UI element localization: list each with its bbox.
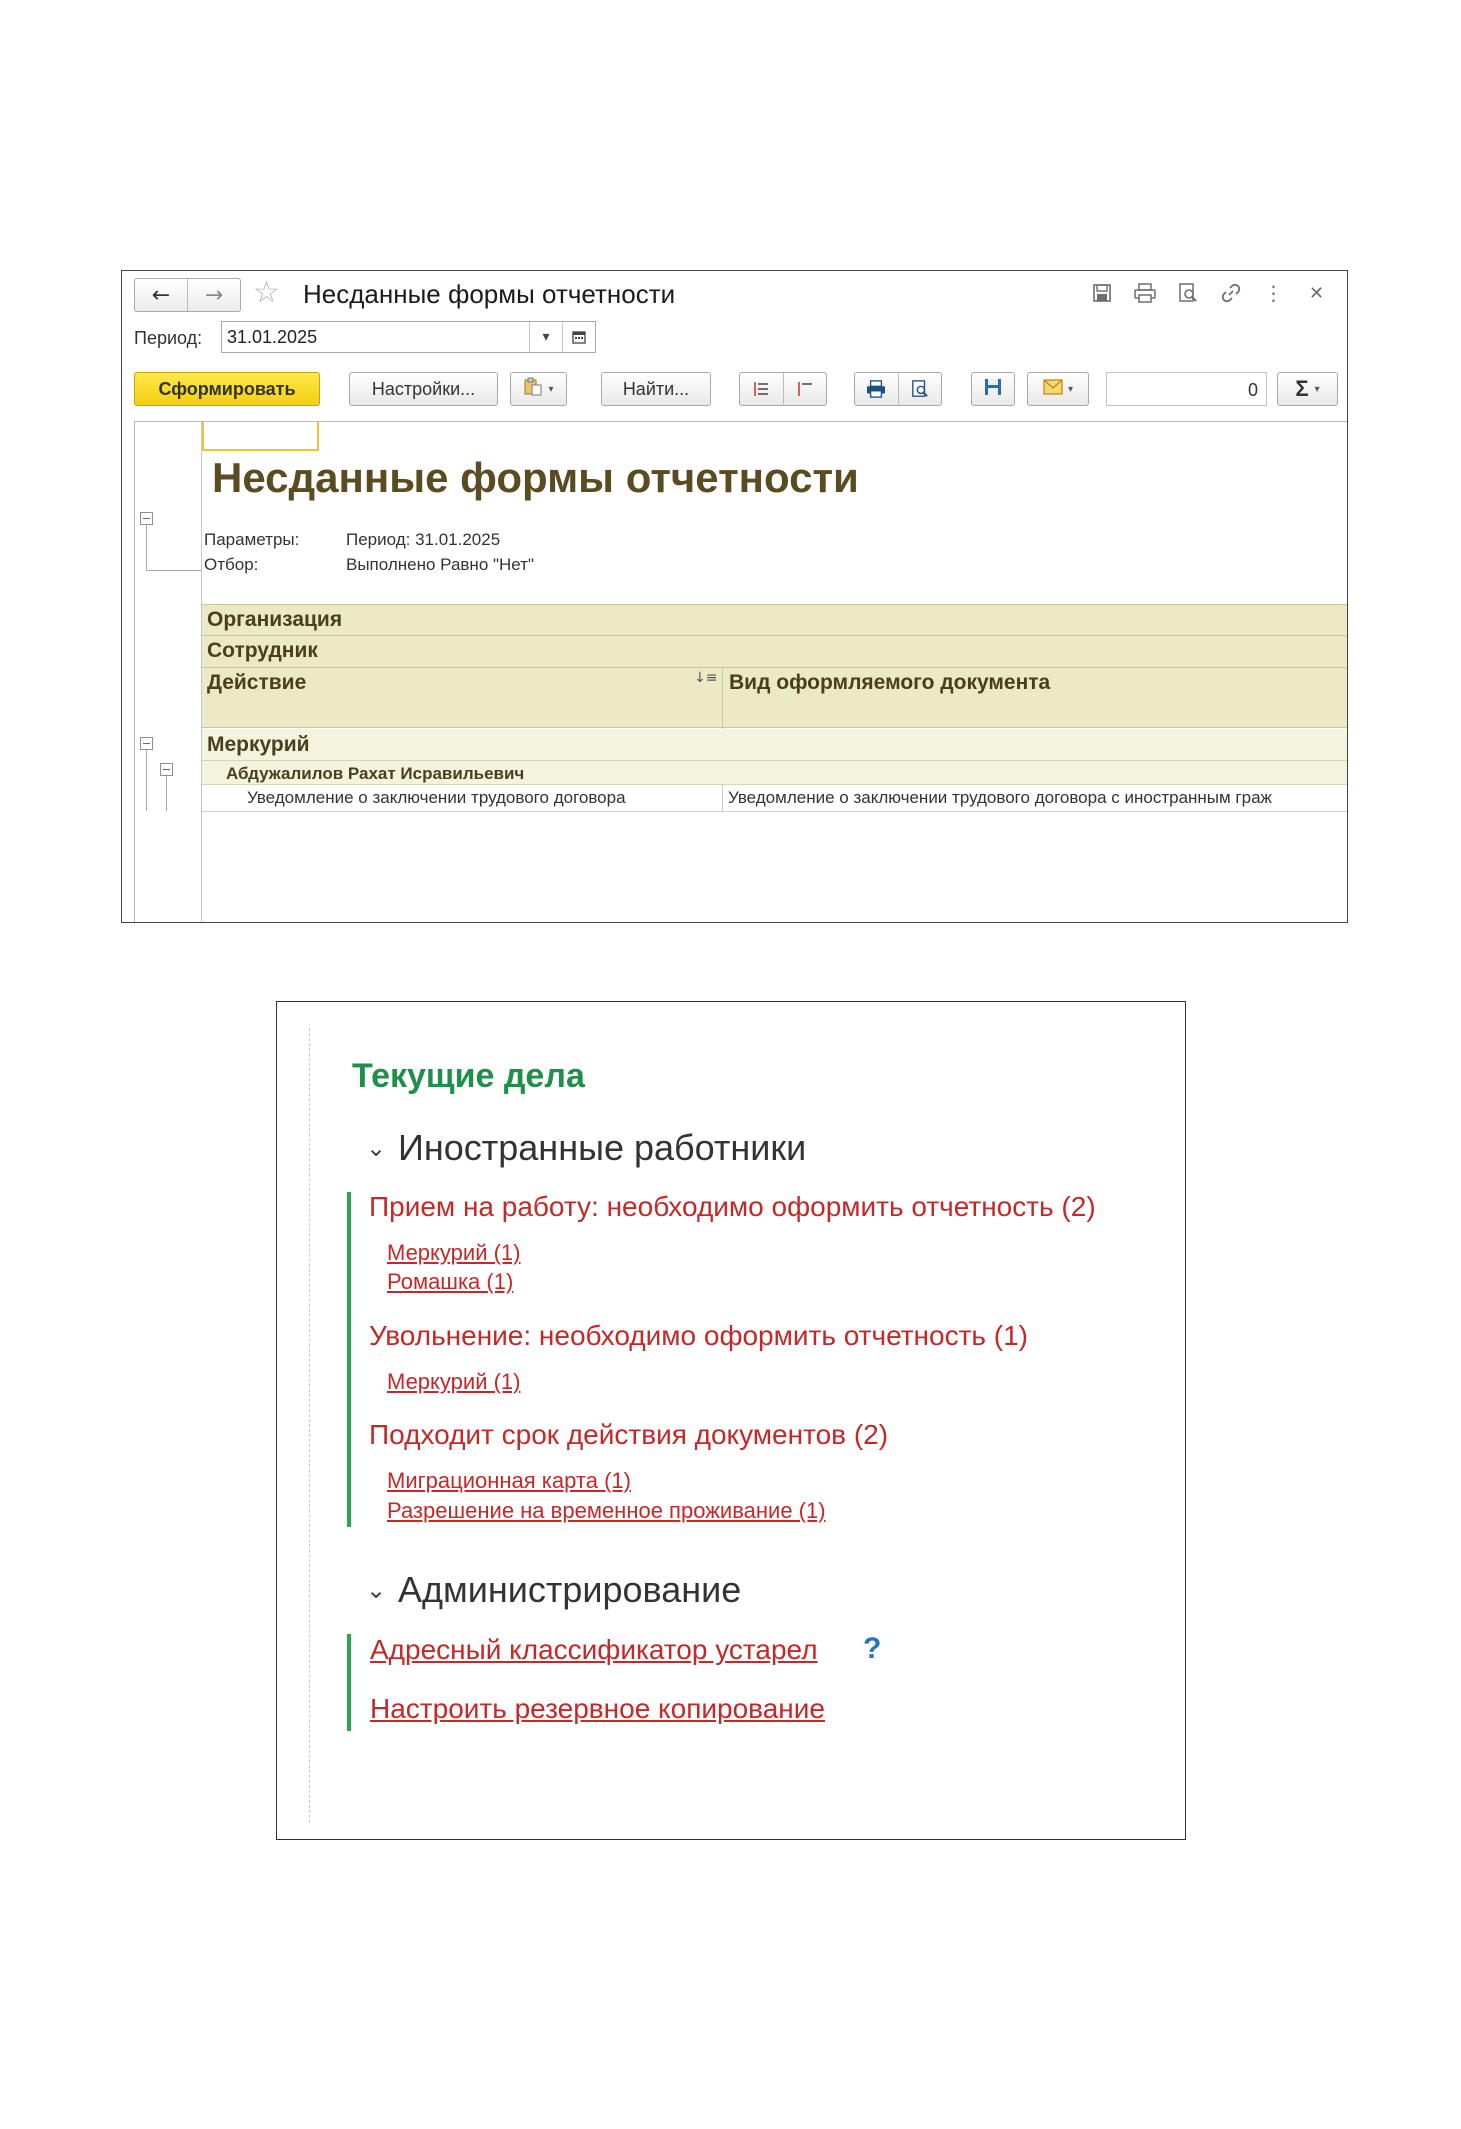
header-doc-type-label: Вид оформляемого документа	[729, 671, 1051, 694]
report-title: Несданные формы отчетности	[212, 454, 859, 501]
dashed-divider	[309, 1028, 310, 1823]
task-item-title[interactable]: Увольнение: необходимо оформить отчетность (1)	[369, 1320, 1028, 1351]
settings-button[interactable]: Настройки...	[349, 372, 498, 406]
window-title: Несданные формы отчетности	[303, 279, 676, 309]
group-expand-buttons	[739, 372, 827, 406]
header-doc-type-cell	[722, 668, 1050, 730]
period-input[interactable]	[222, 322, 529, 352]
sigma-icon: Σ	[1295, 376, 1309, 401]
header-employee	[202, 636, 1347, 668]
period-label: Период:	[134, 328, 203, 348]
section-heading: Администрирование	[398, 1569, 742, 1610]
chevron-down-icon[interactable]: ⌄	[366, 1576, 387, 1604]
sort-descending-icon[interactable]: ↓≡	[694, 670, 718, 686]
task-sublink[interactable]: Меркурий (1)	[387, 1240, 521, 1265]
chevron-down-icon[interactable]: ⌄	[366, 1134, 387, 1162]
save-icon[interactable]	[1085, 279, 1118, 307]
collapse-header-icon[interactable]	[140, 512, 153, 525]
forward-arrow-icon[interactable]: →	[187, 279, 240, 311]
calendar-icon[interactable]	[562, 322, 595, 352]
tasks-title: Текущие дела	[352, 1057, 585, 1095]
print-buttons	[854, 372, 942, 406]
section-accent-bar	[347, 1634, 351, 1731]
task-item-title[interactable]: Подходит срок действия документов (2)	[369, 1419, 889, 1450]
nav-buttons	[134, 278, 241, 312]
variant-button[interactable]	[510, 372, 567, 406]
table-row[interactable]	[202, 785, 1347, 812]
generate-button[interactable]: Сформировать	[134, 372, 320, 406]
clipboard-icon	[523, 377, 543, 402]
task-sublink[interactable]: Меркурий (1)	[387, 1369, 521, 1394]
more-menu-icon[interactable]: ⋮	[1263, 281, 1284, 305]
params-value: Период: 31.01.2025	[346, 530, 501, 549]
tree-line	[146, 525, 147, 570]
envelope-icon	[1043, 379, 1063, 400]
chevron-down-icon: ▾	[1314, 383, 1320, 395]
report-window	[121, 270, 1348, 923]
find-button[interactable]: Найти...	[601, 372, 711, 406]
section-administration[interactable]	[352, 1569, 741, 1611]
row-doc-type-cell: Уведомление о заключении трудового договора с иностранным граж	[722, 785, 1272, 812]
header-action-row	[202, 668, 1347, 728]
group-organization-label: Меркурий	[207, 733, 310, 756]
tree-line	[166, 776, 167, 811]
collapse-all-icon[interactable]	[784, 373, 827, 405]
task-sublink[interactable]: Разрешение на временное проживание (1)	[387, 1498, 826, 1523]
header-organization-label: Организация	[207, 608, 343, 631]
expand-all-icon[interactable]	[740, 373, 784, 405]
close-icon[interactable]: ✕	[1308, 282, 1325, 304]
section-heading: Иностранные работники	[398, 1127, 807, 1168]
favorite-star-icon[interactable]: ☆	[253, 275, 280, 310]
chevron-down-icon: ▾	[548, 383, 554, 395]
section-foreign-workers[interactable]	[352, 1127, 806, 1169]
params-label: Параметры:	[204, 530, 300, 549]
backup-settings-link[interactable]: Настроить резервное копирование	[370, 1693, 825, 1724]
filter-label: Отбор:	[204, 555, 259, 574]
row-action-cell: Уведомление о заключении трудового договора	[247, 788, 626, 807]
task-sublink[interactable]: Ромашка (1)	[387, 1269, 514, 1294]
address-classifier-link[interactable]: Адресный классификатор устарел	[370, 1634, 818, 1665]
sum-value-field: 0	[1106, 372, 1267, 406]
selected-cell[interactable]	[202, 422, 319, 451]
send-email-button[interactable]	[1027, 372, 1089, 406]
print-icon[interactable]	[855, 373, 899, 405]
link-icon[interactable]	[1214, 279, 1247, 307]
period-field	[221, 321, 596, 353]
save-report-button[interactable]	[971, 372, 1015, 406]
task-item-title[interactable]: Прием на работу: необходимо оформить отчетность (2)	[369, 1191, 1096, 1222]
help-question-icon[interactable]: ?	[863, 1632, 882, 1665]
current-tasks-panel	[276, 1001, 1186, 1840]
section-accent-bar	[347, 1192, 351, 1527]
header-employee-label: Сотрудник	[207, 639, 318, 662]
sum-button[interactable]	[1277, 372, 1338, 406]
header-action-label: Действие	[207, 671, 307, 694]
print-preview-icon[interactable]	[899, 373, 942, 405]
group-employee-label: Абдужалилов Рахат Исравильевич	[226, 764, 525, 783]
group-row-organization[interactable]	[202, 729, 1347, 761]
window-toolbar-icons	[1085, 279, 1333, 307]
back-arrow-icon[interactable]: ←	[151, 282, 171, 308]
tree-line	[146, 750, 147, 811]
tree-line	[146, 570, 201, 571]
print-preview-icon[interactable]	[1171, 279, 1204, 307]
print-icon[interactable]	[1128, 279, 1161, 307]
report-area[interactable]	[134, 421, 1347, 922]
collapse-subgroup-icon[interactable]	[160, 763, 173, 776]
dropdown-arrow-icon[interactable]: ▾	[529, 322, 562, 352]
group-row-employee[interactable]	[202, 761, 1347, 785]
task-sublink[interactable]: Миграционная карта (1)	[387, 1468, 631, 1493]
filter-value: Выполнено Равно "Нет"	[346, 555, 535, 574]
header-organization	[202, 604, 1347, 636]
chevron-down-icon: ▾	[1067, 383, 1074, 395]
floppy-disk-icon	[983, 377, 1003, 402]
collapse-group-icon[interactable]	[140, 737, 153, 750]
